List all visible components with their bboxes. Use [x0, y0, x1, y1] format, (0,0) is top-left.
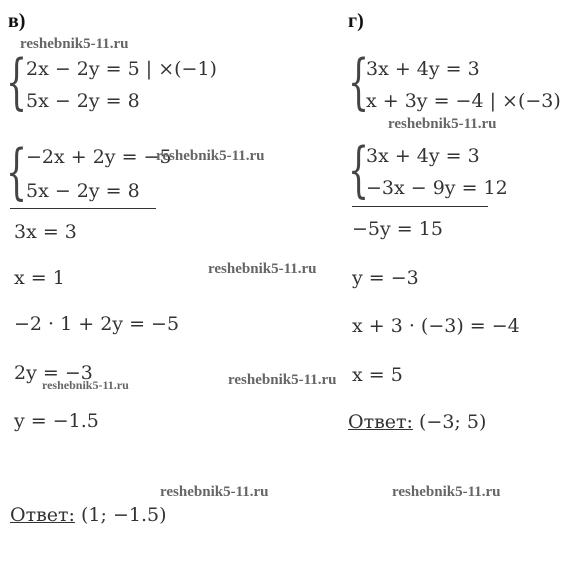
answer-label: Ответ:	[10, 504, 75, 526]
part-v-label: в)	[8, 10, 26, 32]
left-step-3: −2 · 1 + 2y = −5	[14, 313, 180, 335]
part-g-label: г)	[348, 10, 364, 32]
left-step-1: 3x = 3	[14, 221, 77, 243]
watermark-text: reshebnik5-11.ru	[20, 36, 129, 52]
answer-value: (−3; 5)	[419, 411, 487, 433]
right-system2-brace: {	[348, 135, 370, 205]
watermark-text: reshebnik5-11.ru	[392, 484, 501, 500]
right-system1-brace: {	[348, 47, 370, 117]
watermark-text: reshebnik5-11.ru	[160, 484, 269, 500]
left-step-4: 2y = −3	[14, 362, 93, 384]
watermark-text: reshebnik5-11.ru	[208, 261, 317, 277]
right-step-3: x + 3 · (−3) = −4	[352, 315, 520, 337]
answer-label: Ответ:	[348, 411, 413, 433]
right-step-1: −5y = 15	[352, 218, 443, 240]
watermark-text: reshebnik5-11.ru	[388, 116, 497, 132]
left-system1-eq1: 2x − 2y = 5 | ×(−1)	[26, 58, 217, 80]
watermark-text: reshebnik5-11.ru	[156, 148, 265, 164]
right-step-2: y = −3	[352, 267, 419, 289]
right-system2-eq1: 3x + 4y = 3	[366, 145, 480, 167]
left-step-2: x = 1	[14, 267, 65, 289]
watermark-text: reshebnik5-11.ru	[228, 372, 337, 388]
right-system2-eq2: −3x − 9y = 12	[366, 177, 508, 199]
right-sum-divider	[352, 206, 488, 207]
left-step-5: y = −1.5	[14, 410, 99, 432]
right-step-4: x = 5	[352, 364, 403, 386]
right-system1-eq1: 3x + 4y = 3	[366, 58, 480, 80]
left-system2-brace: {	[6, 137, 28, 207]
answer-value: (1; −1.5)	[81, 504, 167, 526]
left-system1-brace: {	[6, 47, 28, 117]
left-answer	[10, 504, 167, 526]
right-system1-eq2: x + 3y = −4 | ×(−3)	[366, 90, 561, 112]
right-answer	[348, 411, 486, 433]
left-system1-eq2: 5x − 2y = 8	[26, 90, 140, 112]
left-system2-eq2: 5x − 2y = 8	[26, 180, 140, 202]
watermark-text: reshebnik5-11.ru	[42, 378, 129, 392]
left-system2-eq1: −2x + 2y = −5	[26, 146, 172, 168]
left-sum-divider	[10, 208, 156, 209]
